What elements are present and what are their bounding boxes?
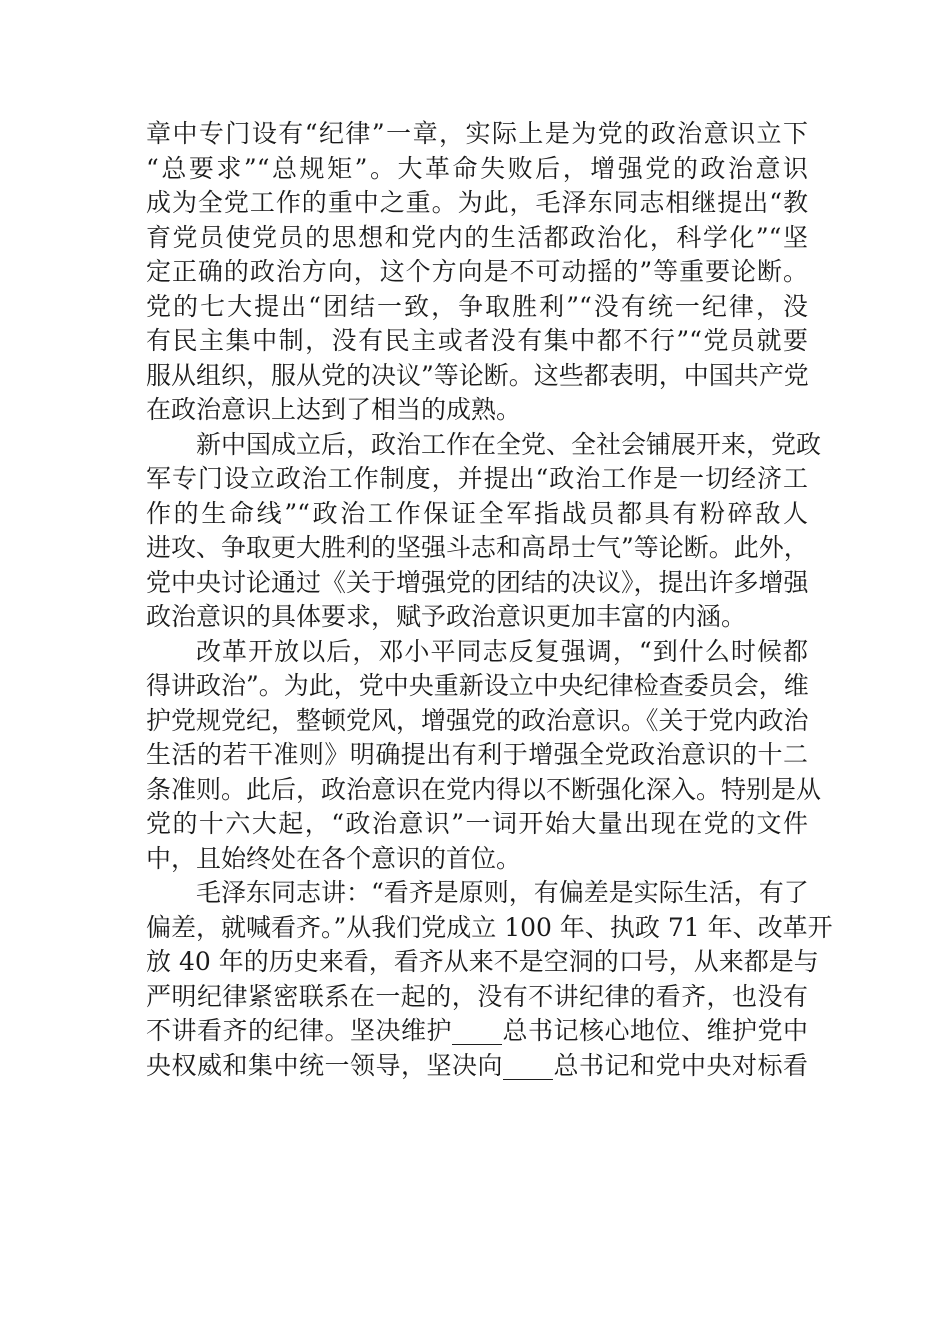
paragraph-line: 在政治意识上达到了相当的成熟。 (146, 395, 522, 424)
paragraph (146, 635, 822, 877)
paragraph-line: 服从组织，服从党的决议”等论断。这些都表明，中国共产党 (146, 360, 809, 390)
paragraph-line: 放 40 年的历史来看，看齐从来不是空洞的口号，从来都是与 (146, 947, 819, 976)
paragraph (146, 428, 822, 635)
document-body (146, 117, 833, 1083)
paragraph-line: 条准则。此后，政治意识在党内得以不断强化深入。特别是从 (146, 774, 822, 804)
paragraph-line: 定正确的政治方向，这个方向是不可动摇的”等重要论断。 (146, 257, 808, 286)
paragraph-line: 党中央讨论通过《关于增强党的团结的决议》，提出许多增强 (146, 567, 809, 597)
paragraph-line: 不讲看齐的纪律。坚决维护____总书记核心地位、维护党中 (146, 1016, 808, 1045)
paragraph-line: 政治意识的具体要求，赋予政治意识更加丰富的内涵。 (146, 602, 747, 631)
paragraph-line: 党的十六大起，“政治意识”一词开始大量出现在党的文件 (146, 809, 808, 838)
paragraph-line: 新中国成立后，政治工作在全党、全社会铺展开来，党政 (196, 429, 822, 459)
paragraph-line: 严明纪律紧密联系在一起的，没有不讲纪律的看齐，也没有 (146, 981, 808, 1011)
paragraph (146, 876, 833, 1083)
paragraph-line: “总要求”“总规矩”。大革命失败后，增强党的政治意识 (146, 153, 808, 183)
paragraph-line: 军专门设立政治工作制度，并提出“政治工作是一切经济工 (146, 464, 808, 493)
paragraph-line: 得讲政治”。为此，党中央重新设立中央纪律检查委员会，维 (146, 671, 809, 700)
paragraph-line: 作的生命线”“政治工作保证全军指战员都具有粉碎敌人 (146, 498, 808, 528)
paragraph-line: 章中专门设有“纪律”一章，实际上是为党的政治意识立下 (146, 119, 808, 148)
paragraph-line: 护党规党纪，整顿党风，增强党的政治意识。《关于党内政治 (146, 705, 809, 735)
paragraph (146, 117, 808, 428)
paragraph-line: 毛泽东同志讲：“看齐是原则，有偏差是实际生活，有了 (196, 878, 809, 907)
paragraph-line: 进攻、争取更大胜利的坚强斗志和高昂士气”等论断。此外， (146, 533, 809, 562)
paragraph-line: 生活的若干准则》明确提出有利于增强全党政治意识的十二 (146, 740, 808, 769)
paragraph-line: 成为全党工作的重中之重。为此，毛泽东同志相继提出“教 (146, 188, 808, 217)
paragraph-line: 改革开放以后，邓小平同志反复强调，“到什么时候都 (196, 636, 808, 666)
paragraph-line: 党的七大提出“团结一致，争取胜利”“没有统一纪律，没 (146, 291, 808, 321)
paragraph-line: 偏差，就喊看齐。”从我们党成立 100 年、执政 71 年、改革开 (146, 912, 833, 942)
paragraph-line: 有民主集中制，没有民主或者没有集中都不行”“党员就要 (146, 326, 808, 355)
paragraph-line: 央权威和集中统一领导，坚决向____总书记和党中央对标看 (146, 1050, 808, 1080)
paragraph-line: 中，且始终处在各个意识的首位。 (146, 843, 522, 873)
paragraph-line: 育党员使党员的思想和党内的生活都政治化，科学化”“坚 (146, 222, 808, 252)
